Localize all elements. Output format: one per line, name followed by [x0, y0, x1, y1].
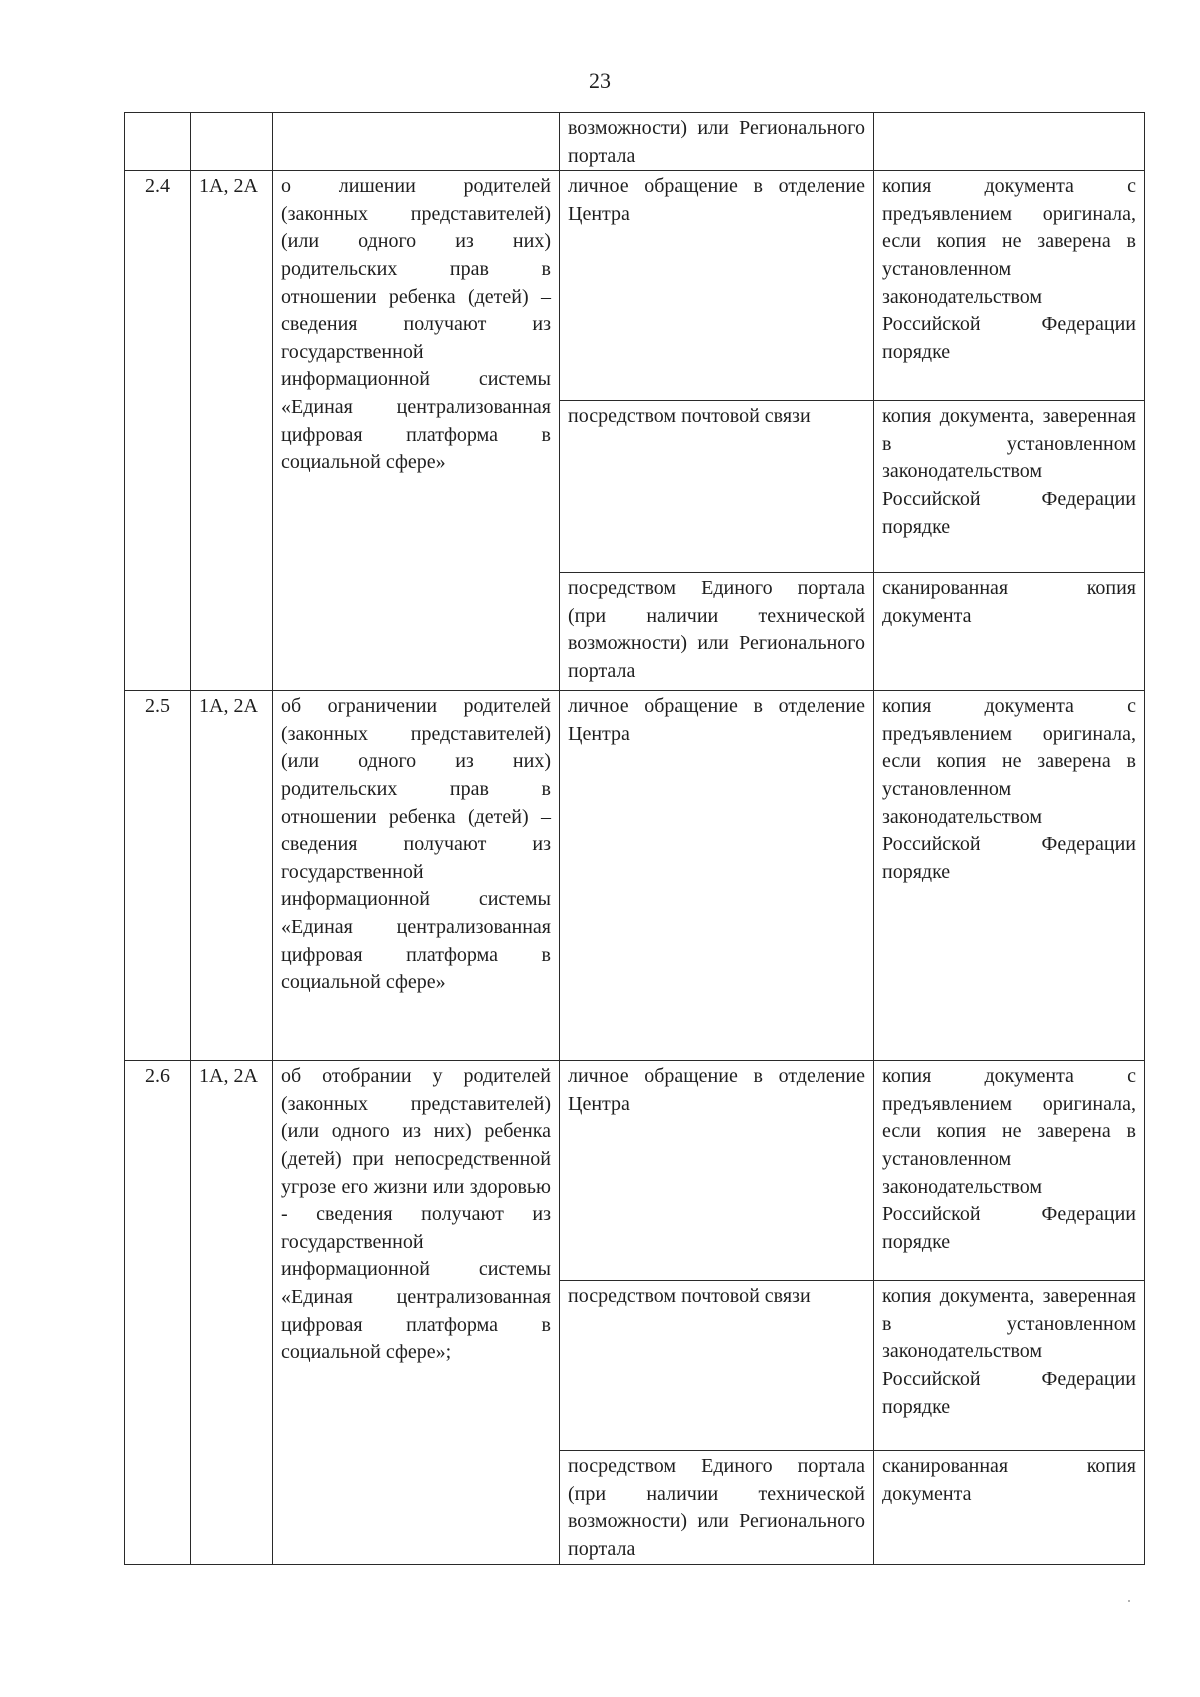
cell-document: об ограничении родителей (законных представителей) (или одного из них) родительских прав в отношении ребенка (детей) – сведения получают из государственной информационной системы «Единая централизованная цифровая платформа в социальной сфере»: [273, 691, 560, 1061]
cell-form: копия документа с предъявлением оригинала, если копия не заверена в установленном законодательством Российской Федерации порядке: [874, 171, 1145, 401]
cell-form: сканированная копия документа: [874, 573, 1145, 691]
cell-document: об отобрании у родителей (законных представителей) (или одного из них) ребенка (детей) при непосредственной угрозе его жизни или здоровью - сведения получают из государственной информационной системы «Единая централизованная цифровая платформа в социальной сфере»;: [273, 1061, 560, 1564]
cell-document: [273, 113, 560, 171]
cell-form: копия документа с предъявлением оригинала, если копия не заверена в установленном законодательством Российской Федерации порядке: [874, 691, 1145, 1061]
cell-form: копия документа с предъявлением оригинала, если копия не заверена в установленном законодательством Российской Федерации порядке: [874, 1061, 1145, 1281]
cell-number: [125, 113, 191, 171]
table-row: [125, 691, 1145, 1061]
cell-method: посредством Единого портала (при наличии технической возможности) или Регионального портала: [560, 1451, 874, 1564]
cell-form: копия документа, заверенная в установленном законодательством Российской Федерации порядке: [874, 1281, 1145, 1451]
cell-number: 2.4: [125, 171, 191, 691]
cell-method: личное обращение в отделение Центра: [560, 1061, 874, 1281]
cell-method: возможности) или Регионального портала: [560, 113, 874, 171]
cell-document: о лишении родителей (законных представителей) (или одного из них) родительских прав в отношении ребенка (детей) – сведения получают из государственной информационной системы «Единая централизованная цифровая платформа в социальной сфере»: [273, 171, 560, 691]
documents-table: [124, 112, 1145, 1565]
cell-form: копия документа, заверенная в установленном законодательством Российской Федерации порядке: [874, 401, 1145, 573]
cell-form: [874, 113, 1145, 171]
scan-speck: [1128, 1600, 1130, 1602]
table-row: [125, 113, 1145, 171]
cell-form: сканированная копия документа: [874, 1451, 1145, 1564]
cell-category: 1А, 2А: [191, 171, 273, 691]
page-number: 23: [589, 68, 611, 93]
cell-category: 1А, 2А: [191, 691, 273, 1061]
table-row: [125, 171, 1145, 401]
cell-category: [191, 113, 273, 171]
cell-method: посредством почтовой связи: [560, 1281, 874, 1451]
table-row: [125, 1061, 1145, 1281]
cell-number: 2.6: [125, 1061, 191, 1564]
cell-category: 1А, 2А: [191, 1061, 273, 1564]
cell-method: личное обращение в отделение Центра: [560, 171, 874, 401]
cell-number: 2.5: [125, 691, 191, 1061]
cell-method: личное обращение в отделение Центра: [560, 691, 874, 1061]
cell-method: посредством почтовой связи: [560, 401, 874, 573]
cell-method: посредством Единого портала (при наличии технической возможности) или Регионального портала: [560, 573, 874, 691]
